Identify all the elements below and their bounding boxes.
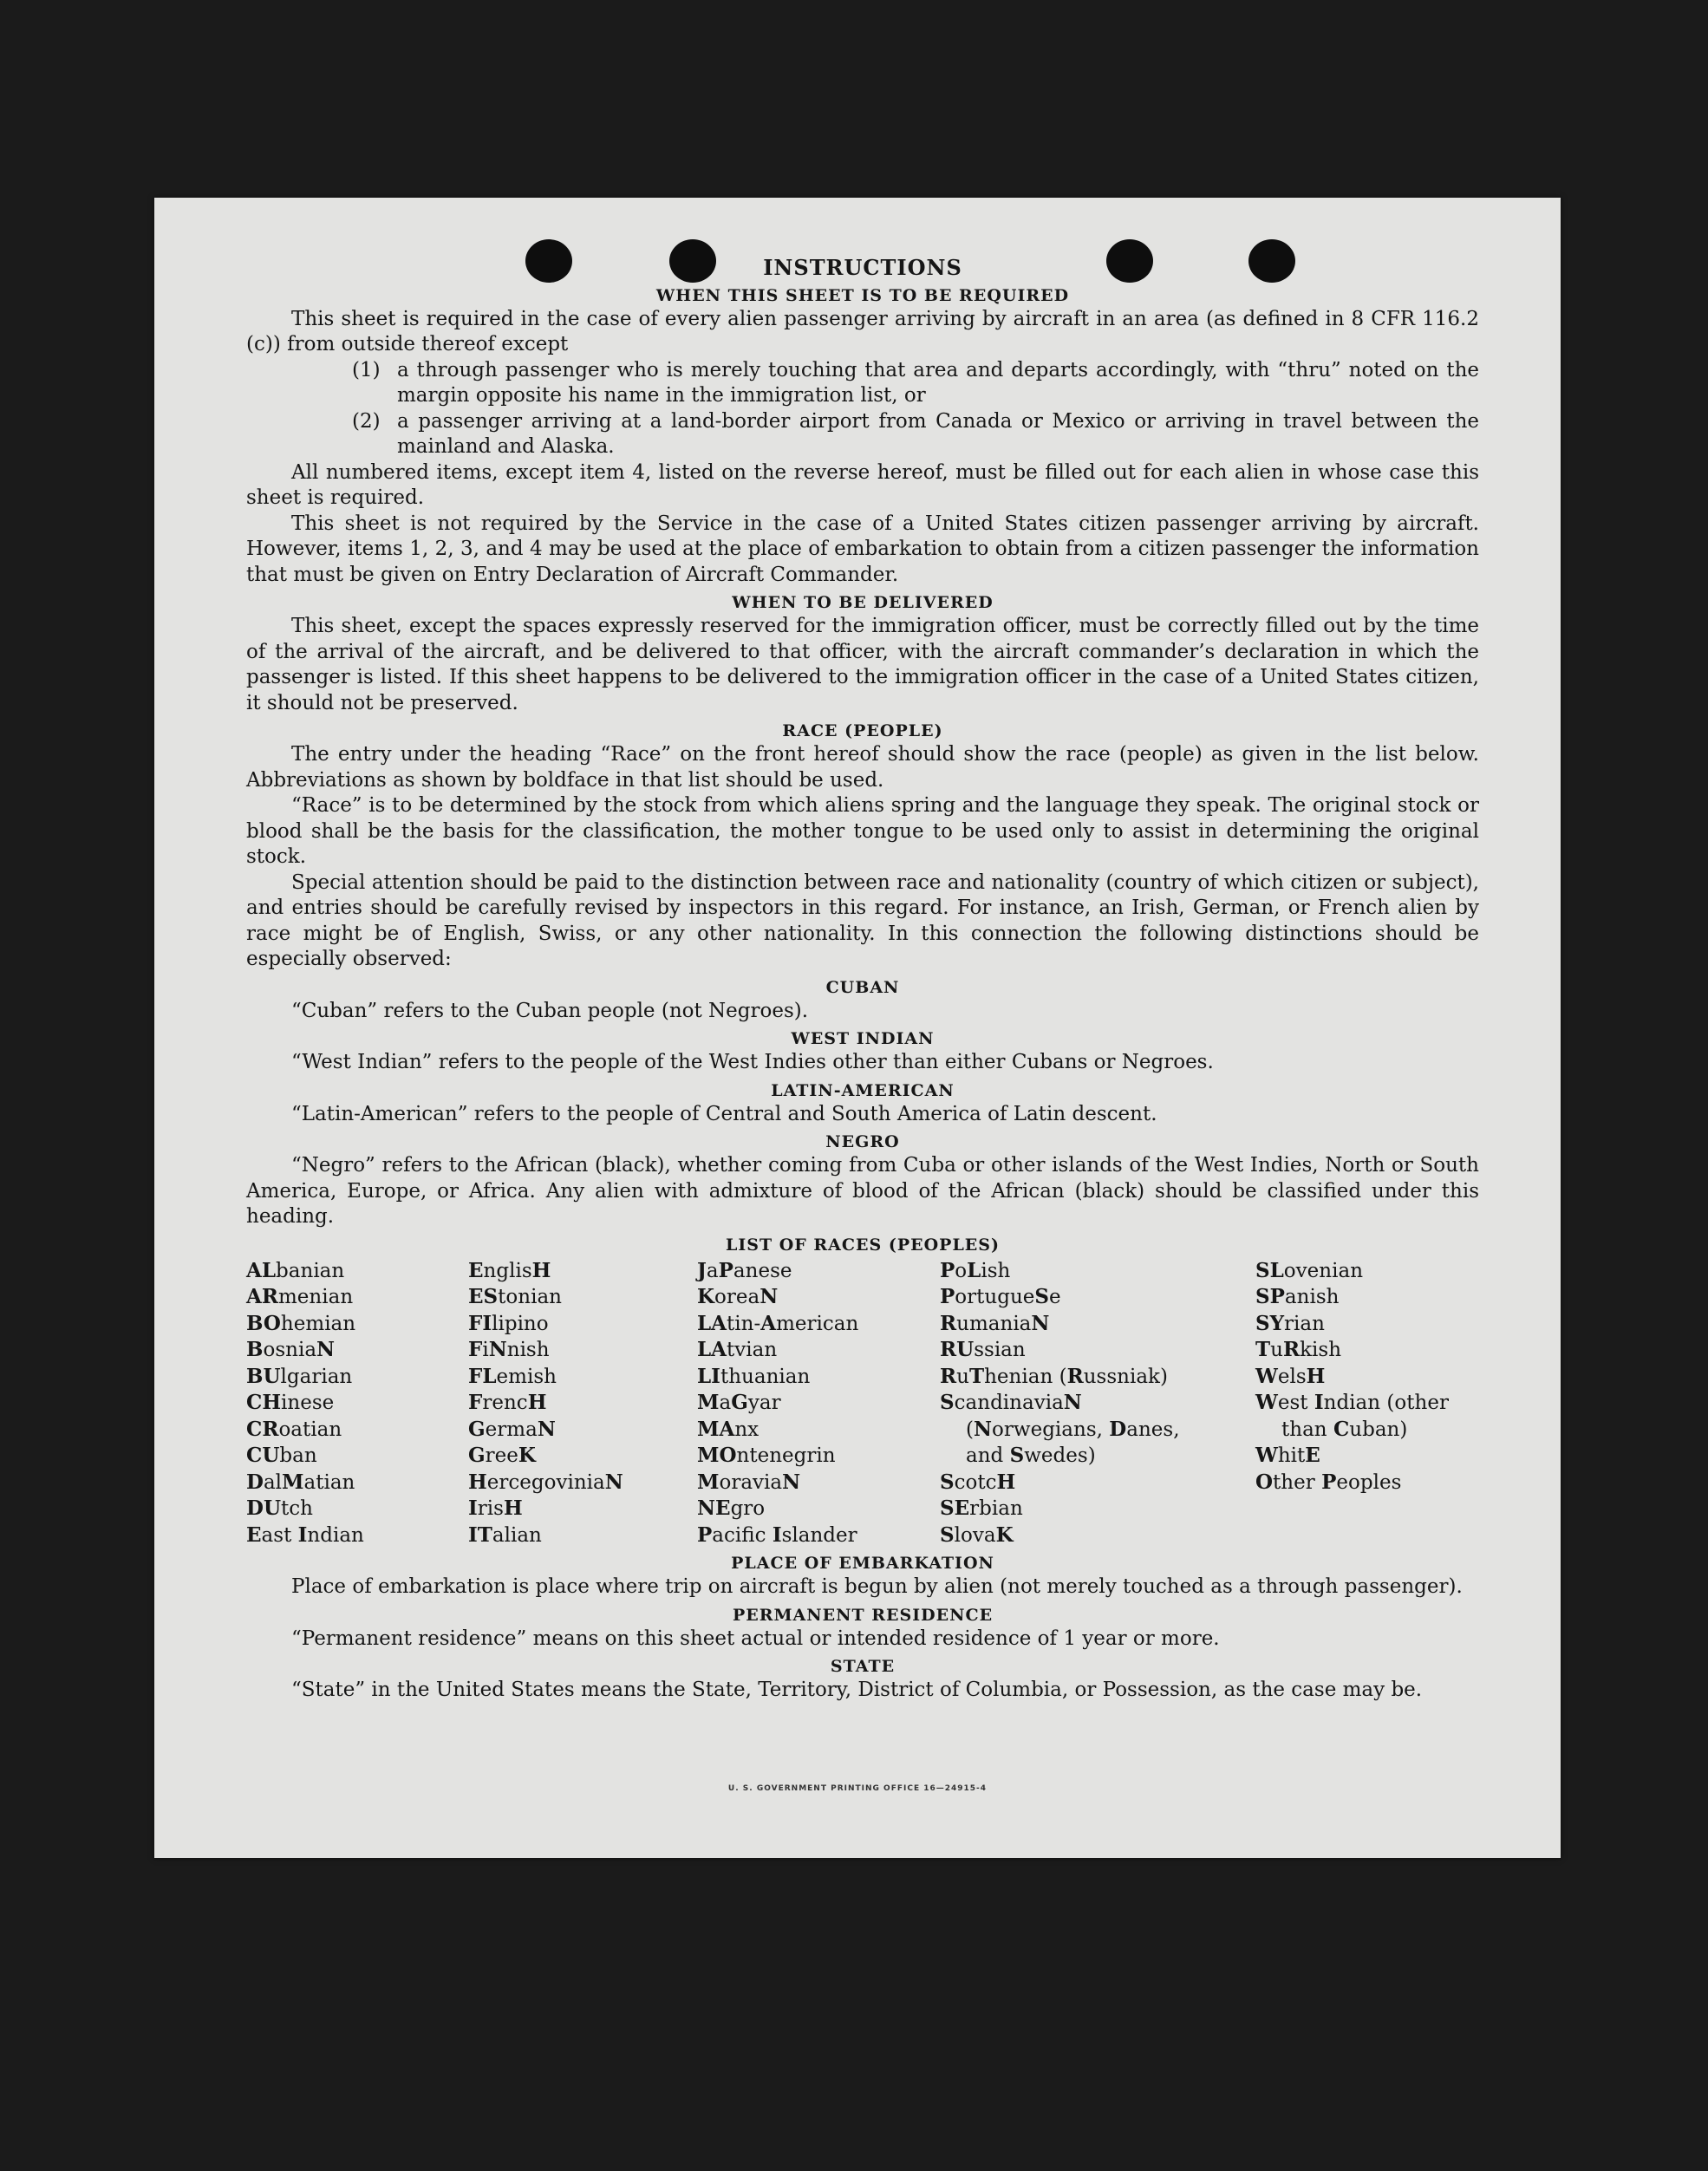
race-item: GreeK — [468, 1444, 536, 1467]
race-item: FrencH — [468, 1391, 547, 1414]
race-item: LAtin-American — [697, 1311, 859, 1335]
race-item: IrisH — [468, 1496, 523, 1520]
race-item: DalMatian — [246, 1470, 355, 1494]
race-item: Pacifc Islander — [697, 1522, 857, 1547]
page-title: INSTRUCTIONS — [763, 255, 962, 280]
race-item: ALbanian — [246, 1258, 345, 1282]
heading-west-indian: WEST INDIAN — [791, 1029, 935, 1048]
race-item: RumaniaN — [940, 1311, 1050, 1335]
race-item: ARmenian — [246, 1285, 354, 1308]
heading-embarkation: PLACE OF EMBARKATION — [731, 1554, 994, 1573]
race-item: PortugueSe — [940, 1285, 1061, 1308]
exception-item-1-number: (1) — [352, 358, 381, 381]
race-item: EStonian — [468, 1285, 562, 1308]
race-item: EnglisH — [468, 1258, 551, 1282]
exception-item-2-text: a passenger arriving at a land-border airport from Canada or Mexico or arriving in travel between the mainland and Alaska. — [397, 409, 1479, 458]
race-column-5 — [1255, 1258, 1479, 1549]
race-item: PoLish — [940, 1258, 1011, 1282]
race-item: SLovenian — [1255, 1258, 1364, 1282]
exception-item-1-text: a through passenger who is merely touching that area and departs accordingly, with “thru” noted on the margin opposite his name in the immigration list, or — [397, 358, 1479, 407]
heading-state: STATE — [830, 1657, 896, 1676]
race-column-3 — [697, 1258, 940, 1549]
race-item: BOhemian — [246, 1311, 356, 1335]
race-item: ScotcH — [940, 1470, 1016, 1494]
race-item: MOntenegrin — [697, 1444, 836, 1467]
heading-list-of-races: LIST OF RACES (PEOPLES) — [726, 1235, 1000, 1255]
race-item: SErbian — [940, 1496, 1023, 1520]
exception-item-2 — [246, 409, 1479, 460]
race-column-4 — [940, 1258, 1255, 1549]
race-list — [246, 1258, 1479, 1549]
heading-permanent-residence: PERMANENT RESIDENCE — [732, 1605, 994, 1625]
heading-negro: NEGRO — [825, 1132, 900, 1151]
race-item: MAnx — [697, 1417, 759, 1441]
negro-paragraph: “Negro” refers to the African (black), whether coming from Cuba or other islands of the West Indies, North or South America, Europe, or Africa. Any alien with admixture of blood of the African (black) should be classified under this heading. — [246, 1154, 1479, 1228]
race-item: MoraviaN — [697, 1470, 801, 1494]
race-column-1 — [246, 1258, 468, 1549]
race-item: BosniaN — [246, 1338, 336, 1361]
heading-required: WHEN THIS SHEET IS TO BE REQUIRED — [655, 285, 1070, 305]
embarkation-paragraph: Place of embarkation is place where trip on aircraft is begun by alien (not merely touched as a through passenger). — [291, 1575, 1463, 1598]
heading-delivered: WHEN TO BE DELIVERED — [732, 593, 994, 612]
race-item: CRoatian — [246, 1417, 342, 1441]
race-item: JaPanese — [697, 1258, 792, 1282]
sheet-content — [246, 255, 1479, 1704]
race-item: FIlipino — [468, 1311, 549, 1335]
race-item: LIthuanian — [697, 1364, 811, 1388]
race-item: RuThenian (Russniak) — [940, 1364, 1168, 1388]
exception-item-1 — [246, 358, 1479, 409]
race-item: LAtvian — [697, 1338, 778, 1361]
race-paragraph-3: Special attention should be paid to the distinction between race and nationality (country of which citizen or subject), and entries should be carefully revised by inspectors in this regard. For instance, an Irish, German, or French alien by race might be of English, Swiss, or any other nationality. In this connection the following distinctions should be especially observed: — [246, 870, 1479, 970]
state-paragraph: “State” in the United States means the State, Territory, District of Columbia, or Possession, as the case may be. — [291, 1679, 1423, 1701]
race-item: East Indian — [246, 1522, 364, 1547]
race-paragraph-1: The entry under the heading “Race” on the front hereof should show the race (people) as given in the list below. Abbreviations as shown by boldface in that list should be used. — [246, 743, 1479, 792]
heading-cuban: CUBAN — [825, 977, 900, 997]
race-item: ScandinaviaN (Norwegians, Danes, and Swedes) — [940, 1391, 1180, 1467]
race-column-2 — [468, 1258, 697, 1549]
race-item: ITalian — [468, 1522, 542, 1547]
race-item: FLemish — [468, 1364, 557, 1388]
printing-office-footer: U. S. GOVERNMENT PRINTING OFFICE 16—24915-4 — [727, 1784, 988, 1793]
race-item: SPanish — [1255, 1285, 1340, 1308]
race-item: CHinese — [246, 1391, 335, 1414]
race-item: HercegoviniaN — [468, 1470, 623, 1494]
instruction-sheet — [154, 198, 1561, 1858]
race-paragraph-2: “Race” is to be determined by the stock from which aliens spring and the language they speak. The original stock or blood shall be the basis for the classification, the mother tongue to be used only to assist in determining the original stock. — [246, 794, 1479, 868]
race-item: West Indian (other than Cuban) — [1255, 1391, 1449, 1441]
latin-american-paragraph: “Latin-American” refers to the people of Central and South America of Latin descent. — [291, 1102, 1157, 1125]
required-paragraph-2: All numbered items, except item 4, listed on the reverse hereof, must be filled out for each alien in whose case this sheet is required. — [246, 460, 1479, 509]
race-item: GermaN — [468, 1417, 556, 1441]
race-item: TuRkish — [1255, 1338, 1342, 1361]
race-item: WelsH — [1255, 1364, 1326, 1388]
race-item: DUtch — [246, 1496, 313, 1520]
race-item: SlovaK — [940, 1522, 1014, 1547]
heading-latin-american: LATIN-AMERICAN — [771, 1080, 955, 1100]
exception-item-2-number: (2) — [352, 409, 381, 433]
race-item: MaGyar — [697, 1391, 781, 1414]
race-item: WhitE — [1255, 1444, 1320, 1467]
race-item: CUban — [246, 1444, 317, 1467]
cuban-paragraph: “Cuban” refers to the Cuban people (not Negroes). — [291, 999, 809, 1022]
race-item: KoreaN — [697, 1285, 779, 1308]
race-item: Other Peoples — [1255, 1470, 1402, 1494]
race-item: RUssian — [940, 1338, 1026, 1361]
delivered-paragraph: This sheet, except the spaces expressly reserved for the immigration officer, must be correctly filled out by the time of the arrival of the aircraft, and be delivered to that officer, with the aircraft commander’s declaration in which the passenger is listed. If this sheet happens to be delivered to the immigration officer in the case of a United States citizen, it should not be preserved. — [246, 615, 1479, 714]
heading-race: RACE (PEOPLE) — [782, 721, 943, 740]
required-paragraph-1: This sheet is required in the case of every alien passenger arriving by aircraft in an area (as defined in 8 CFR 116.2 (c)) from outside thereof except — [246, 307, 1479, 355]
race-item: SYrian — [1255, 1311, 1325, 1335]
west-indian-paragraph: “West Indian” refers to the people of the West Indies other than either Cubans or Negroes. — [291, 1051, 1214, 1073]
race-item: NEgro — [697, 1496, 766, 1520]
required-paragraph-3: This sheet is not required by the Service in the case of a United States citizen passenger arriving by aircraft. However, items 1, 2, 3, and 4 may be used at the place of embarkation to obtain from a citizen passenger the information that must be given on Entry Declaration of Aircraft Commander. — [246, 512, 1479, 586]
race-item: FiNnish — [468, 1338, 550, 1361]
race-item: BUlgarian — [246, 1364, 353, 1388]
residence-paragraph: “Permanent residence” means on this sheet actual or intended residence of 1 year or more. — [291, 1627, 1220, 1650]
